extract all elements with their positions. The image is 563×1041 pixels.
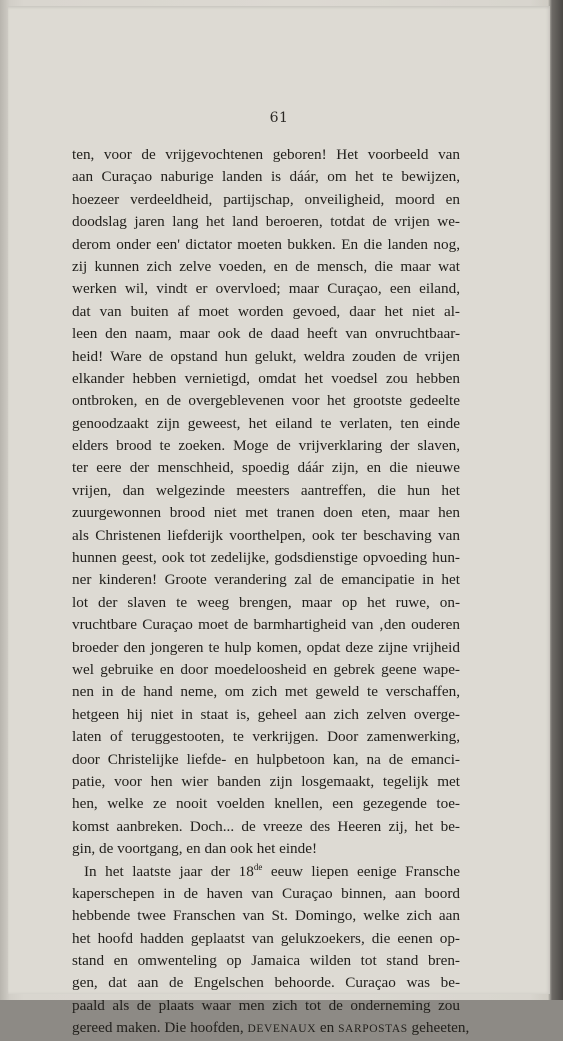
text-line: ter eere der menschheid, spoedig dáár zijn, en die nieuwe (72, 459, 460, 477)
text-line: zuurgewonnen brood niet met tranen doen eten, maar hen (72, 504, 460, 522)
small-caps-name: DEVENAUX (247, 1023, 317, 1036)
text-line: heid! Ware de opstand hun gelukt, weldra zouden de vrijen (72, 347, 460, 365)
text-line: vrijen, dan welgezinde meesters aantreffen, die hun het (72, 481, 460, 499)
text-line: hunnen geest, ook tot zedelijke, godsdienstige opvoeding hun- (72, 549, 460, 567)
text-line: elders brood te zoeken. Moge de vrijverklaring der slaven, (72, 437, 460, 455)
text-line: als Christenen liefderijk voorthelpen, ook ter beschaving van (72, 526, 460, 544)
text-line: het hoofd hadden geplaatst van gelukzoekers, die eenen op- (72, 929, 460, 947)
paragraph-start-line (72, 861, 460, 883)
text-line: gin, de voortgang, en dan ook het einde! (72, 840, 318, 858)
text-line: door Christelijke liefde- en hulpbetoon kan, na de emanci- (72, 750, 460, 768)
text-line: ontbroken, en de overgeblevenen voor het grootste gedeelte (72, 392, 460, 410)
text-line: dat van buiten af moet worden gevoed, daar het niet al- (72, 302, 460, 320)
text-line: leen den naam, maar ook de daad heeft van onvruchtbaar- (72, 325, 460, 343)
book-page (8, 6, 550, 1037)
text-line: gen, dat aan de Engelschen behoorde. Curaçao was be- (72, 974, 460, 992)
text-line: doodslag jaren lang het land beroeren, totdat de vrijen we- (72, 213, 460, 231)
text-line: lot der slaven te weeg brengen, maar op het ruwe, on- (72, 593, 460, 611)
text-line: paald als de plaats waar men zich tot de onderneming zou (72, 996, 460, 1014)
text-line: aan Curaçao naburige landen is dáár, om het te bewijzen, (72, 168, 460, 186)
text-line: derom onder een' dictator moeten bukken. En die landen nog, (72, 235, 460, 253)
text-line: vruchtbare Curaçao moet de barmhartigheid van ‚den ouderen (72, 616, 460, 634)
text-fragment: en (316, 1019, 339, 1037)
text-fragment: gereed maken. Die hoofden, (72, 1019, 248, 1037)
text-line: patie, voor hen wier banden zijn losgemaakt, tegelijk met (72, 772, 460, 790)
text-line: wel gebruike en door moedeloosheid en gebrek geene wape- (72, 660, 460, 678)
text-line: elkander hebben vernietigd, omdat het voedsel zou hebben (72, 369, 460, 387)
text-line: broeder den jongeren te hulp komen, opdat deze zijne vrijheid (72, 638, 460, 656)
text-line: laten of teruggestooten, te verkrijgen. Door zamenwerking, (72, 728, 460, 746)
text-line: genoodzaakt zijn geweest, het eiland te verlaten, ten einde (72, 414, 460, 432)
text-fragment: geheeten, (407, 1019, 470, 1037)
text-fragment: In het laatste jaar der 18 (84, 862, 254, 880)
text-line: werken wil, vindt er overvloed; maar Curaçao, een eiland, (72, 280, 460, 298)
final-line (72, 1017, 470, 1039)
text-line: hetgeen hij niet in staat is, geheel aan zich zelven overge- (72, 705, 460, 723)
body-text (72, 144, 470, 1040)
text-line: ner kinderen! Groote verandering zal de emancipatie in het (72, 571, 460, 589)
superscript: de (253, 861, 263, 872)
text-line: hoezeer verdeeldheid, partijschap, onveiligheid, moord en (72, 190, 460, 208)
text-line: komst aanbreken. Doch... de vreeze des Heeren zij, het be- (72, 817, 460, 835)
page-number: 61 (269, 110, 289, 126)
text-line: hen, welke ze nooit voelden knellen, een gezegende toe- (72, 795, 460, 813)
text-fragment: eeuw liepen eenige Fransche (262, 862, 461, 880)
text-line: stand en omwenteling op Jamaica wilden tot stand bren- (72, 952, 460, 970)
text-line: kaperschepen in de haven van Curaçao binnen, aan boord (72, 884, 460, 902)
text-line: zij kunnen zich zelve voeden, en de mensch, die maar wat (72, 257, 460, 275)
text-line: nen in de hand neme, om zich met geweld te verschaffen, (72, 683, 460, 701)
text-line: ten, voor de vrijgevochtenen geboren! Het voorbeeld van (72, 146, 460, 163)
text-line: hebbende twee Franschen van St. Domingo, welke zich aan (72, 907, 460, 925)
small-caps-name: SARPOSTAS (338, 1023, 408, 1036)
